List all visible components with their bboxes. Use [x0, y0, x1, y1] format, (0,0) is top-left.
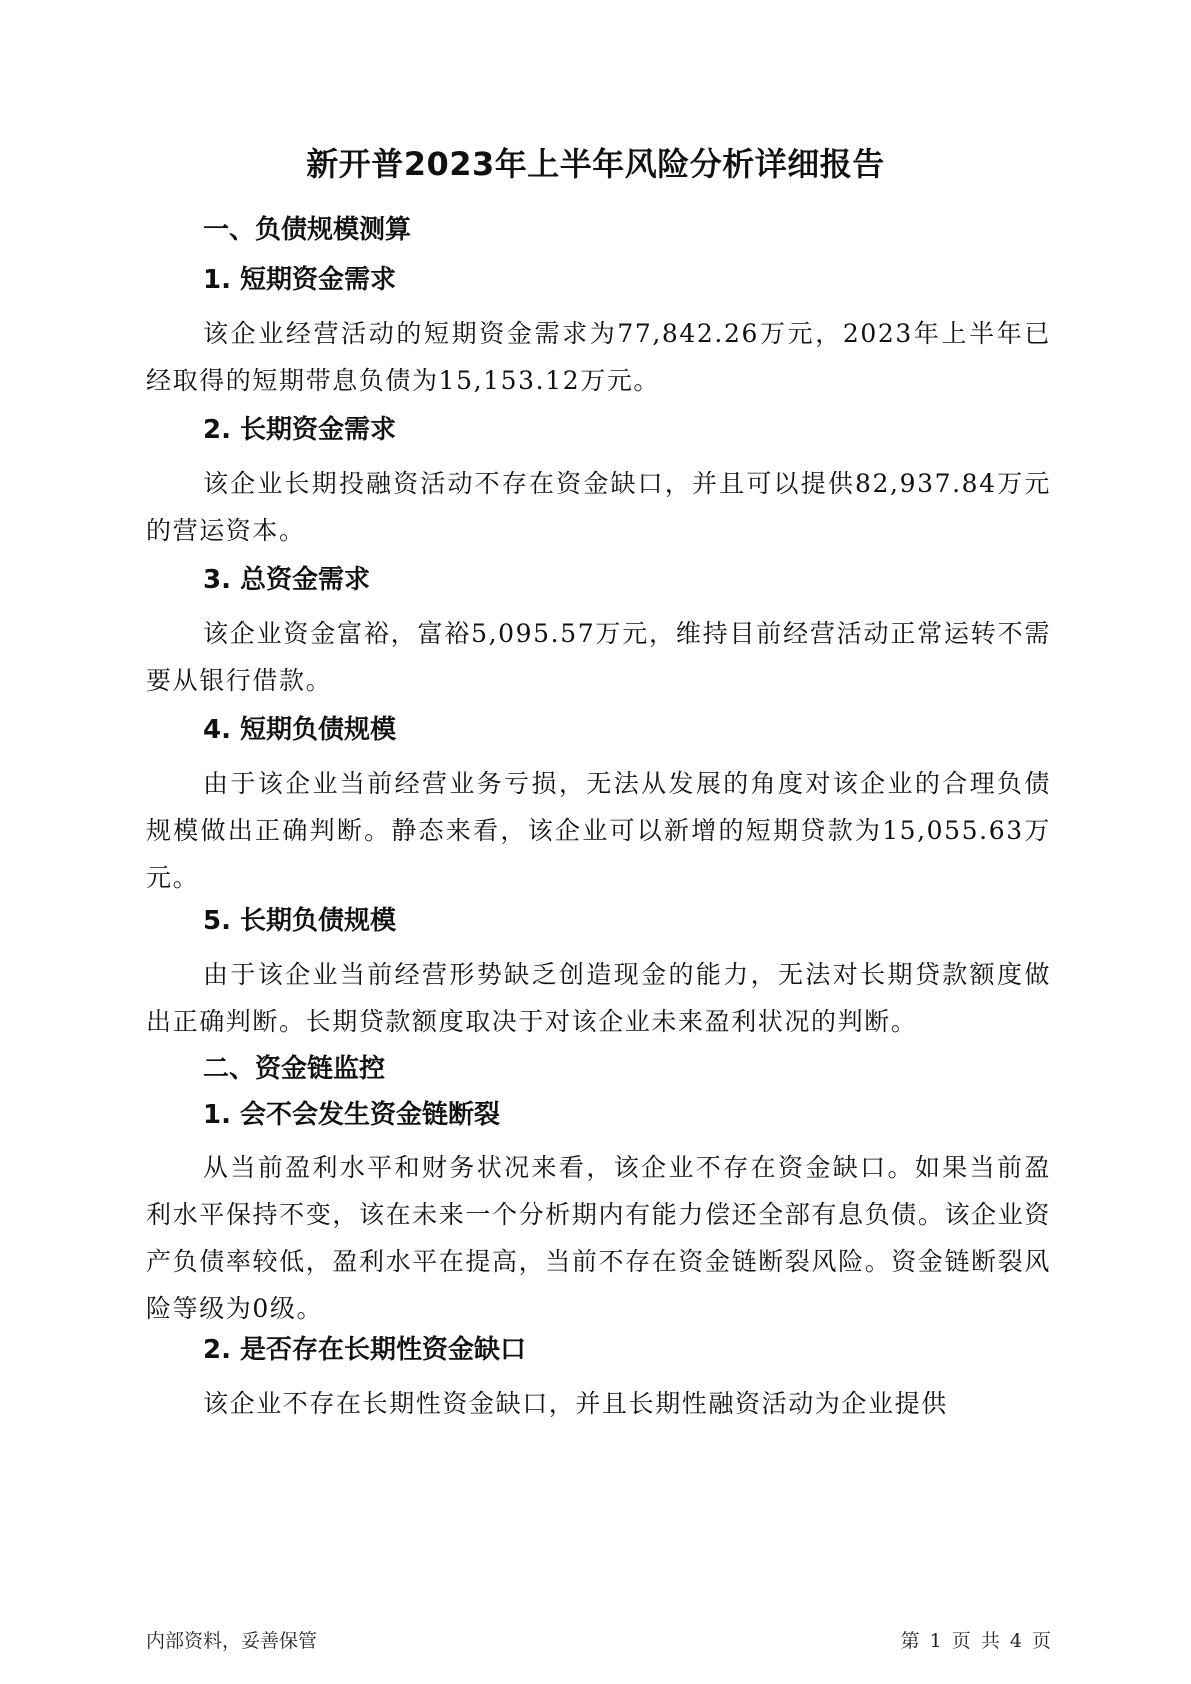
subheading-long-term-funding: 2. 长期资金需求	[203, 415, 397, 445]
subheading-short-term-debt: 4. 短期负债规模	[203, 715, 397, 745]
paragraph-total-funding: 该企业资金富裕，富裕5,095.57万元，维持目前经营活动正常运转不需要从银行借款。	[146, 619, 1051, 695]
section-heading-cash-chain: 二、资金链监控	[203, 1054, 386, 1084]
subheading-long-term-gap: 2. 是否存在长期性资金缺口	[203, 1335, 527, 1365]
subheading-long-term-debt: 5. 长期负债规模	[203, 906, 397, 936]
paragraph-short-term-debt: 由于该企业当前经营业务亏损，无法从发展的角度对该企业的合理负债规模做出正确判断。静态来看，该企业可以新增的短期贷款为15,055.63万元。	[146, 769, 1051, 892]
footer-confidential-note: 内部资料，妥善保管	[146, 1630, 318, 1652]
paragraph-cash-chain-break: 从当前盈利水平和财务状况来看，该企业不存在资金缺口。如果当前盈利水平保持不变，该在未来一个分析期内有能力偿还全部有息负债。该企业资产负债率较低，盈利水平在提高，当前不存在资金链断裂风险。资金链断裂风险等级为0级。	[146, 1153, 1051, 1323]
paragraph-long-term-gap: 该企业不存在长期性资金缺口，并且长期性融资活动为企业提供	[203, 1389, 948, 1418]
subheading-cash-chain-break: 1. 会不会发生资金链断裂	[203, 1100, 501, 1130]
report-title: 新开普2023年上半年风险分析详细报告	[306, 145, 885, 183]
section-heading-liability-scale: 一、负债规模测算	[203, 215, 412, 245]
paragraph-short-term-funding: 该企业经营活动的短期资金需求为77,842.26万元，2023年上半年已经取得的短期带息负债为15,153.12万元。	[146, 319, 1051, 395]
subheading-short-term-funding: 1. 短期资金需求	[203, 265, 397, 295]
paragraph-long-term-funding: 该企业长期投融资活动不存在资金缺口，并且可以提供82,937.84万元的营运资本。	[146, 469, 1051, 545]
paragraph-long-term-debt: 由于该企业当前经营形势缺乏创造现金的能力，无法对长期贷款额度做出正确判断。长期贷款额度取决于对该企业未来盈利状况的判断。	[146, 960, 1051, 1036]
subheading-total-funding: 3. 总资金需求	[203, 565, 371, 595]
footer-page-number: 第 1 页 共 4 页	[900, 1630, 1051, 1652]
